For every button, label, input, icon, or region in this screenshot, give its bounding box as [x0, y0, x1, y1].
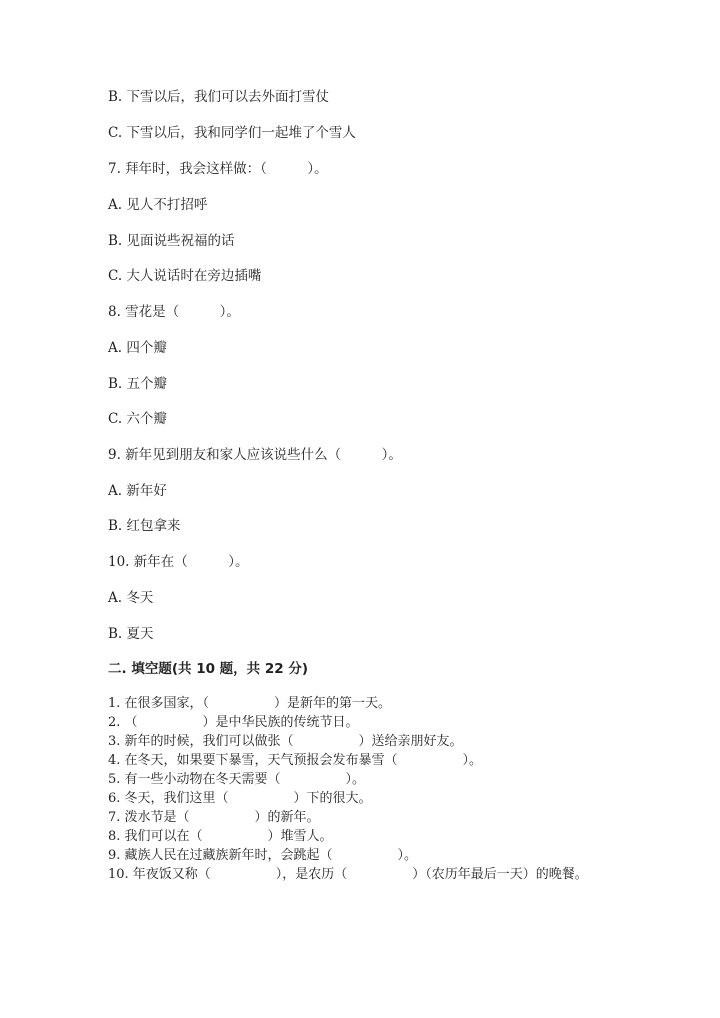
fill-item: 6. 冬天，我们这里（ ）下的很大。 — [108, 791, 372, 806]
option-line: C. 六个瓣 — [108, 411, 167, 427]
fill-item: 4. 在冬天，如果要下暴雪，天气预报会发布暴雪（ ）。 — [108, 753, 483, 768]
option-line: A. 见人不打招呼 — [108, 197, 208, 213]
fill-item: 8. 我们可以在（ ）堆雪人。 — [108, 829, 333, 844]
option-line: A. 四个瓣 — [108, 340, 167, 356]
option-line: C. 下雪以后，我和同学们一起堆了个雪人 — [108, 125, 356, 141]
fill-item: 9. 藏族人民在过藏族新年时，会跳起（ ）。 — [108, 848, 418, 863]
option-line: C. 大人说话时在旁边插嘴 — [108, 268, 262, 284]
option-line: A. 新年好 — [108, 483, 167, 499]
fill-item: 5. 有一些小动物在冬天需要（ ）。 — [108, 772, 366, 787]
option-line: B. 下雪以后，我们可以去外面打雪仗 — [108, 89, 330, 105]
fill-item: 3. 新年的时候，我们可以做张（ ）送给亲朋好友。 — [108, 734, 463, 749]
fill-item: 1. 在很多国家，（ ）是新年的第一天。 — [108, 696, 392, 711]
option-line: B. 见面说些祝福的话 — [108, 233, 235, 249]
fill-item: 2. （ ）是中华民族的传统节日。 — [108, 715, 359, 730]
question-line: 10. 新年在（ ）。 — [108, 554, 249, 570]
option-line: B. 红包拿来 — [108, 518, 181, 534]
question-line: 9. 新年见到朋友和家人应该说些什么（ ）。 — [108, 447, 402, 463]
question-line: 7. 拜年时，我会这样做：（ ）。 — [108, 161, 328, 177]
fill-item: 7. 泼水节是（ ）的新年。 — [108, 810, 320, 825]
option-line: A. 冬天 — [108, 590, 154, 606]
section-heading: 二. 填空题(共 10 题，共 22 分) — [108, 661, 309, 677]
question-line: 8. 雪花是（ ）。 — [108, 304, 240, 320]
option-line: B. 五个瓣 — [108, 376, 168, 392]
option-line: B. 夏天 — [108, 626, 154, 642]
fill-item: 10. 年夜饭又称（ ），是农历（ ）（农历年最后一天）的晚餐。 — [108, 867, 588, 882]
